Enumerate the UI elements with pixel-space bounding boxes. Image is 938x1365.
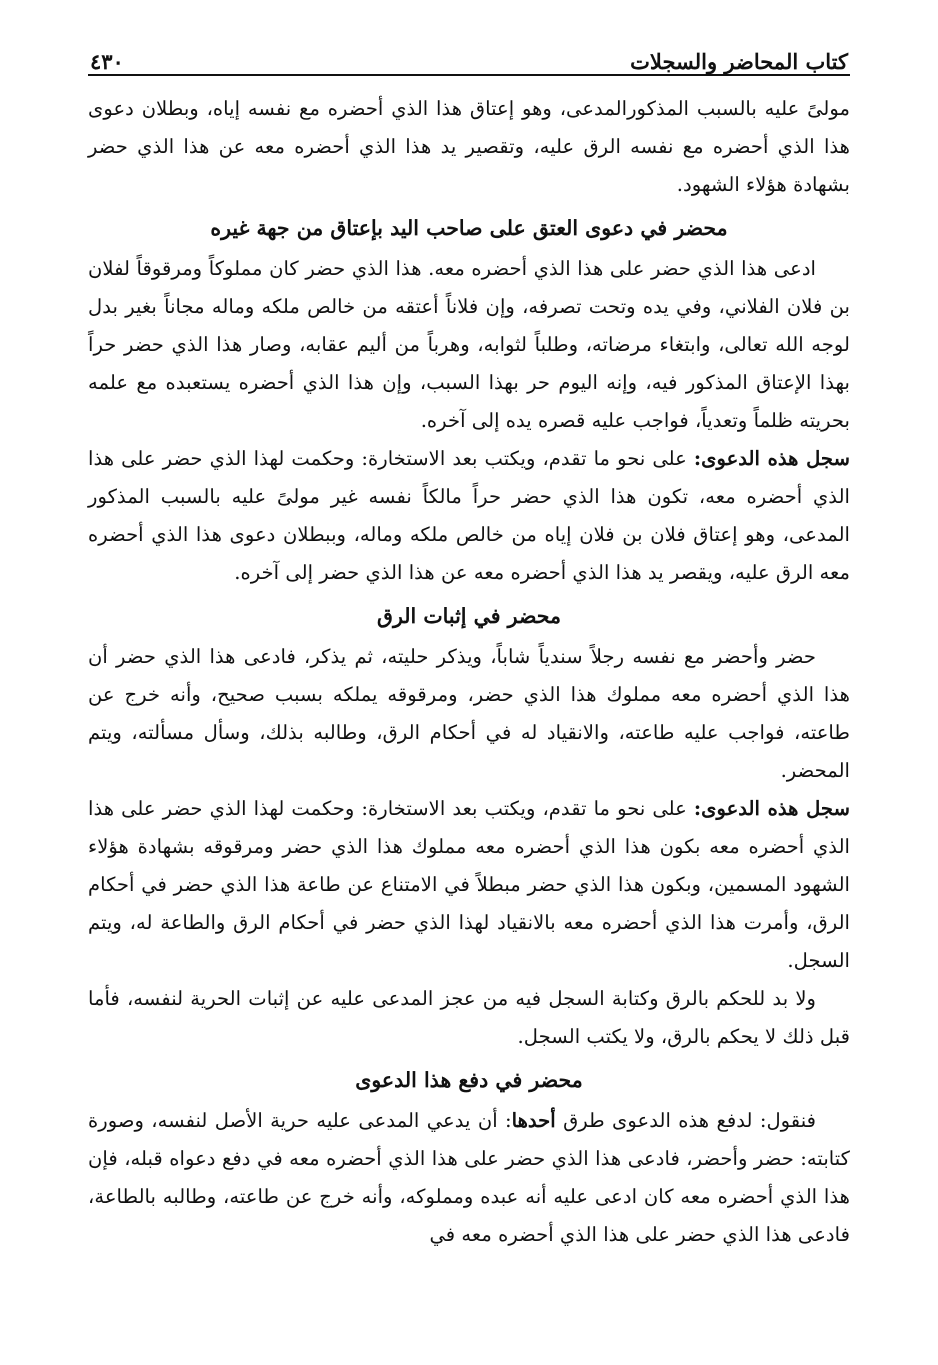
paragraph-3 <box>88 440 850 592</box>
paragraph-5-text: على نحو ما تقدم، ويكتب بعد الاستخارة: وحكمت لهذا الذي حضر على هذا الذي أحضره معه بكون هذا الذي أحضره معه مملوك هذا الذي حضر ومرقوقه بشهادة هؤلاء الشهود المسمين، وبكون هذا الذي حضر مبطلاً في الامتناع عن طاعة هذا الذي حضر في أحكام الرق، وأمرت هذا الذي أحضره معه بالانقياد لهذا الذي حضر في أحكام الرق والطاعة له، ويتم السجل. <box>88 797 850 972</box>
section-heading-3: محضر في دفع هذا الدعوى <box>355 1068 583 1092</box>
paragraph-2: ادعى هذا الذي حضر على هذا الذي أحضره معه. هذا الذي حضر كان مملوكاً ومرقوقاً لفلان بن فلان الفلاني، وفي يده وتحت تصرفه، وإن فلاناً أعتقه من خالص ملكه وماله مجاناً بغير بدل لوجه الله تعالى، وابتغاء مرضاته، وطلباً لثوابه، وهرباً من أليم عقابه، وصار هذا الذي حضر حراً بهذا الإعتاق المذكور فيه، وإنه اليوم حر بهذا السبب، وإن هذا الذي أحضره يستعبده مع علمه بحريته ظلماً وتعدياً، فواجب عليه قصره يده إلى آخره. <box>88 257 850 432</box>
book-title: كتاب المحاضر والسجلات <box>630 49 848 74</box>
section-heading-1: محضر في دعوى العتق على صاحب اليد بإعتاق من جهة غيره <box>210 216 728 240</box>
paragraph-7 <box>88 1102 850 1254</box>
paragraph-7-text: : أن يدعي المدعى عليه حرية الأصل لنفسه، وصورة كتابته: حضر وأحضر، فادعى هذا الذي حضر على هذا الذي أحضره معه في دفع دعواه قبله، فإن هذا الذي أحضره معه كان ادعى عليه أنه عبده ومملوكه، وأنه خرج عن طاعته، وطالبه بالطاعة، فادعى هذا الذي حضر على هذا الذي أحضره معه في <box>88 1109 850 1246</box>
paragraph-6: ولا بد للحكم بالرق وكتابة السجل فيه من عجز المدعى عليه عن إثبات الحرية لنفسه، فأما قبل ذلك لا يحكم بالرق، ولا يكتب السجل. <box>88 987 850 1048</box>
paragraph-7-intro: فنقول: لدفع هذه الدعوى طرق <box>555 1109 816 1132</box>
first-method-label: أحدها <box>511 1109 556 1132</box>
paragraph-1: مولىً عليه بالسبب المذكورالمدعى، وهو إعتاق هذا الذي أحضره مع نفسه إياه، وبطلان دعوى هذا الذي أحضره مع نفسه الرق عليه، وتقصير يد هذا الذي أحضره معه عن هذا الذي حضر بشهادة هؤلاء الشهود. <box>88 97 850 196</box>
page-number: ٤٣٠ <box>90 49 124 74</box>
section-heading-2: محضر في إثبات الرق <box>377 604 561 628</box>
page-header <box>88 36 850 76</box>
paragraph-4: حضر وأحضر مع نفسه رجلاً سندياً شاباً، ويذكر حليته، ثم يذكر، فادعى هذا الذي حضر أن هذا الذي أحضره معه مملوك هذا الذي حضر، ومرقوقه يملكه بسبب صحيح، وأنه خرج عن طاعته، فواجب عليه طاعته، والانقياد له في أحكام الرق، وطالبه بذلك، وسأل مسألته، ويتم المحضر. <box>88 645 850 782</box>
page-body <box>88 90 850 1254</box>
record-label: سجل هذه الدعوى: <box>693 447 850 470</box>
record-label: سجل هذه الدعوى: <box>693 797 850 820</box>
paragraph-3-text: على نحو ما تقدم، ويكتب بعد الاستخارة: وحكمت لهذا الذي حضر على هذا الذي أحضره معه، تكون هذا الذي حضر حراً مالكاً نفسه غير مولىً عليه بالسبب المذكور المدعى، وهو إعتاق فلان بن فلان إياه من خالص ملكه وماله، وببطلان دعوى هذا الذي أحضره معه الرق عليه، ويقصر يد هذا الذي أحضره معه عن هذا الذي حضر إلى آخره. <box>88 447 850 584</box>
paragraph-5 <box>88 790 850 980</box>
document-page <box>88 36 850 1356</box>
